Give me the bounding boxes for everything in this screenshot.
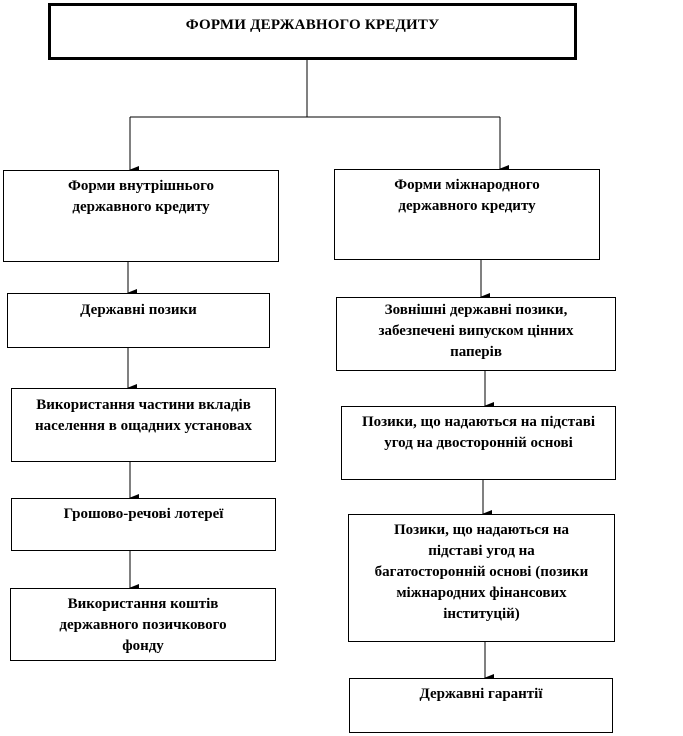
right-item-1: Зовнішні державні позики, забезпечені випуском цінних паперів [336, 297, 616, 371]
left-header-box: Форми внутрішнього державного кредиту [3, 170, 279, 262]
diagram-title: ФОРМИ ДЕРЖАВНОГО КРЕДИТУ [48, 3, 577, 60]
right-header-box: Форми міжнародного державного кредиту [334, 169, 600, 260]
right-item-4: Державні гарантії [349, 678, 613, 733]
left-item-1: Державні позики [7, 293, 270, 348]
right-item-3: Позики, що надаються на підставі угод на багатосторонній основі (позики міжнародних фінансових інституцій) [348, 514, 615, 642]
left-item-3: Грошово-речові лотереї [11, 498, 276, 551]
left-item-4: Використання коштів державного позичкового фонду [10, 588, 276, 661]
left-item-2: Використання частини вкладів населення в ощадних установах [11, 388, 276, 462]
right-item-2: Позики, що надаються на підставі угод на двосторонній основі [341, 406, 616, 480]
